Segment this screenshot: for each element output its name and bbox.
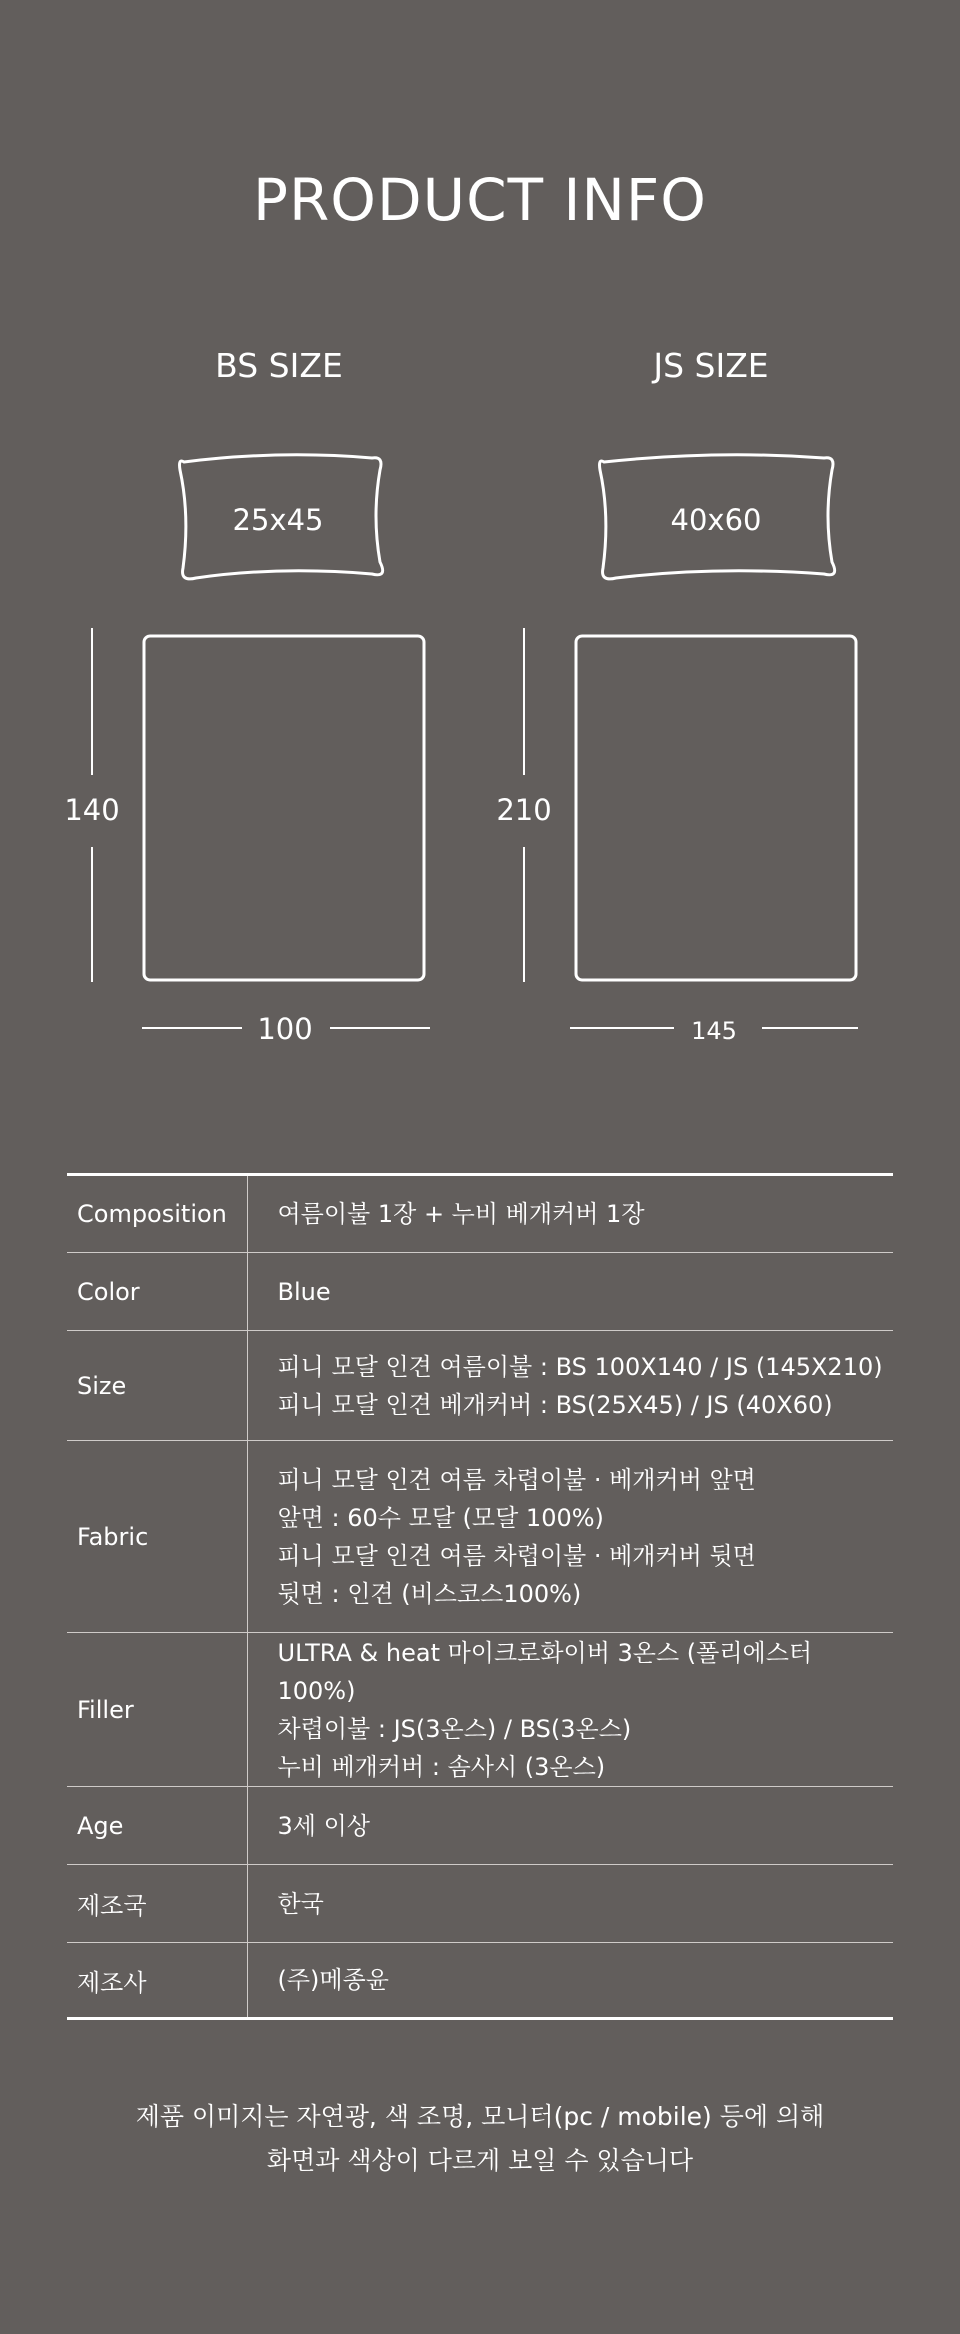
table-row: [67, 1175, 893, 1253]
table-row: [67, 1441, 893, 1633]
value-line: ULTRA & heat 마이크로화이버 3온스 (폴리에스터 100%): [277, 1638, 813, 1705]
value-line: (주)메종윤: [277, 1966, 389, 1994]
table-row: [67, 1331, 893, 1441]
row-label-size: Size: [67, 1331, 247, 1441]
bs-width-label: 100: [257, 1012, 313, 1046]
value-line: Blue: [277, 1277, 331, 1306]
value-line: 여름이불 1장 + 누비 베개커버 1장: [277, 1200, 645, 1228]
disclaimer-line: 제품 이미지는 자연광, 색 조명, 모니터(pc / mobile) 등에 의해: [135, 2102, 825, 2131]
row-label-age: Age: [67, 1787, 247, 1865]
value-line: 피니 모달 인견 여름이불 : BS 100X140 / JS (145X210): [277, 1352, 883, 1381]
row-value-composition: [247, 1175, 893, 1253]
js-height-label: 210: [496, 793, 552, 827]
row-value-filler: [247, 1633, 893, 1787]
row-value-manufacturer: [247, 1943, 893, 2019]
row-label-color: Color: [67, 1253, 247, 1331]
row-value-color: [247, 1253, 893, 1331]
value-line: 뒷면 : 인견 (비스코스100%): [277, 1579, 582, 1608]
row-value-size: [247, 1331, 893, 1441]
value-line: 피니 모달 인견 베개커버 : BS(25X45) / JS (40X60): [277, 1390, 833, 1419]
row-label-manufacturer: 제조사: [67, 1943, 247, 2019]
row-label-fabric: Fabric: [67, 1441, 247, 1633]
row-label-composition: Composition: [67, 1175, 247, 1253]
table-row: [67, 1787, 893, 1865]
size-diagram: [0, 0, 960, 1100]
js-blanket-shape: [576, 636, 856, 980]
row-label-filler: Filler: [67, 1633, 247, 1787]
table-row: [67, 1865, 893, 1943]
bs-size-title: BS SIZE: [215, 346, 343, 385]
disclaimer-note: [0, 2095, 960, 2183]
row-value-fabric: [247, 1441, 893, 1633]
bs-pillow-label: 25x45: [232, 503, 324, 537]
js-size-title: JS SIZE: [653, 346, 769, 385]
table-row: [67, 1253, 893, 1331]
table-row: [67, 1943, 893, 2019]
value-line: 앞면 : 60수 모달 (모달 100%): [277, 1503, 604, 1532]
table-row: [67, 1633, 893, 1787]
value-line: 한국: [277, 1889, 324, 1918]
value-line: 피니 모달 인견 여름 차렵이불 · 베개커버 앞면: [277, 1465, 756, 1494]
value-line: 3세 이상: [277, 1811, 370, 1840]
row-value-age: [247, 1787, 893, 1865]
row-label-country: 제조국: [67, 1865, 247, 1943]
value-line: 누비 베개커버 : 솜사시 (3온스): [277, 1752, 606, 1781]
product-info-table: [67, 1173, 893, 2020]
value-line: 차렵이불 : JS(3온스) / BS(3온스): [277, 1714, 632, 1743]
bs-blanket-shape: [144, 636, 424, 980]
bs-height-label: 140: [64, 793, 120, 827]
js-width-label: 145: [691, 1017, 737, 1045]
page-title: PRODUCT INFO: [253, 166, 707, 234]
disclaimer-line: 화면과 색상이 다르게 보일 수 있습니다: [266, 2146, 694, 2175]
value-line: 피니 모달 인견 여름 차렵이불 · 베개커버 뒷면: [277, 1541, 756, 1570]
row-value-country: [247, 1865, 893, 1943]
js-pillow-label: 40x60: [670, 503, 762, 537]
